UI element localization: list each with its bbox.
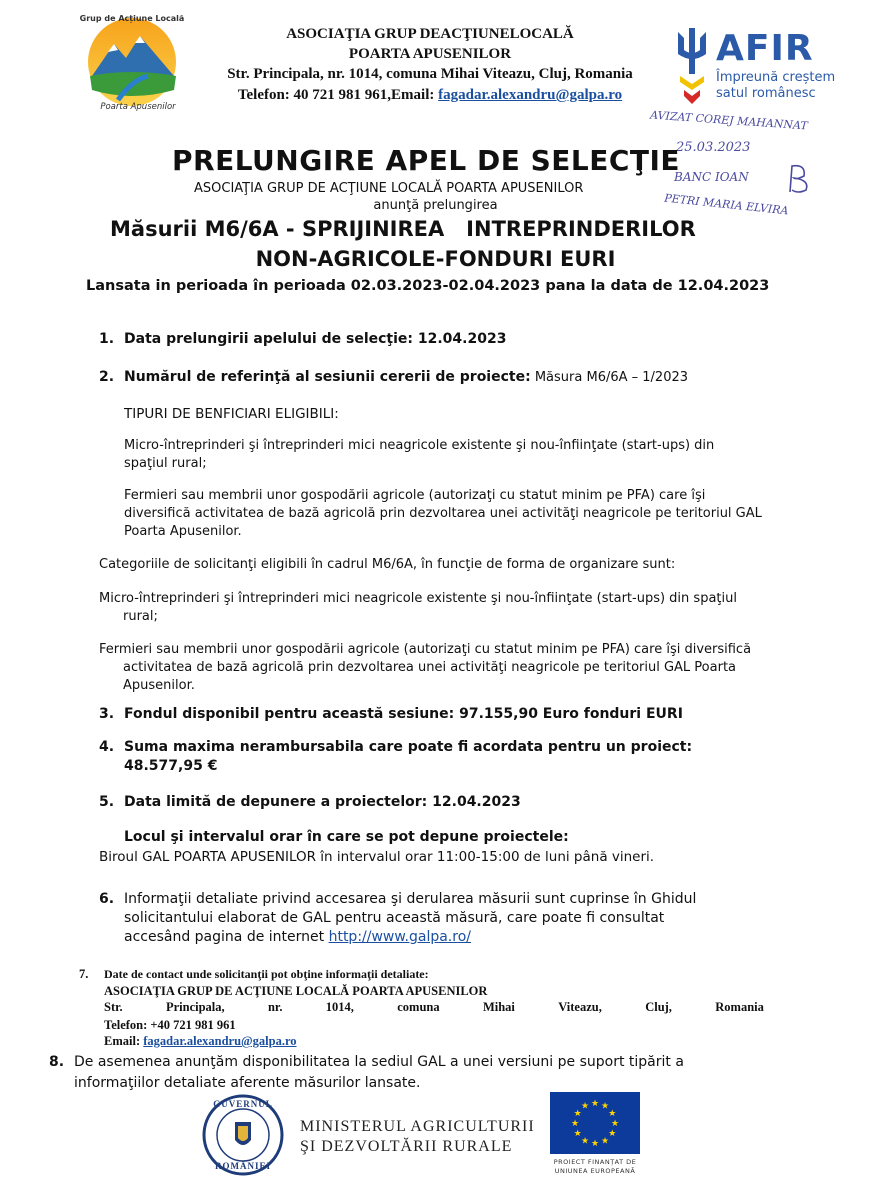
handwriting-line4: PETRI MARIA ELVIRA: [663, 191, 790, 218]
item-5-number: 5.: [99, 794, 115, 810]
handwriting-line1: AVIZAT COREJ MAHANNAT: [649, 108, 809, 133]
item-6-line2: solicitantului elaborat de GAL pentru această măsură, care poate fi consultat: [124, 910, 665, 926]
item-2-label: Numărul de referinţă al sesiunii cererii de proiecte:: [124, 369, 531, 385]
item-7-phone: Telefon: +40 721 981 961: [104, 1018, 236, 1032]
item-7-email-prefix: Email:: [104, 1034, 144, 1048]
afir-emblem-icon: [672, 24, 712, 110]
item-1-number: 1.: [99, 331, 115, 347]
eu-stars-icon: [550, 1092, 640, 1154]
eu-star-icon: ★: [590, 1099, 600, 1109]
eu-star-icon: ★: [608, 1129, 617, 1139]
measure-title-1: Măsurii M6/6A - SPRIJINIREA INTREPRINDERILOR: [110, 217, 696, 241]
addr-word: comuna: [397, 1000, 440, 1014]
logo-text-top: Grup de Acțiune Locală: [79, 14, 185, 23]
eu-caption-2: UNIUNEA EUROPEANĂ: [554, 1167, 636, 1175]
type-2-text: Fermieri sau membrii unor gospodării agricole (autorizaţi cu statut minim pe PFA) care îşi diversifică activitatea de bază agricolă prin dezvoltarea unei activităţi neagricole pe teritoriul GAL Poarta Apusenilor.: [124, 488, 762, 539]
item-8-number: 8.: [49, 1054, 65, 1070]
item-7-org: ASOCIAŢIA GRUP DE ACŢIUNE LOCALĂ POARTA APUSENILOR: [104, 984, 488, 998]
eu-star-icon: ★: [590, 1139, 600, 1149]
item-4-amount: 48.577,95 €: [124, 758, 218, 774]
ministry-line1: MINISTERUL AGRICULTURII: [300, 1118, 535, 1135]
galpa-website-link[interactable]: http://www.galpa.ro/: [328, 929, 471, 945]
types-heading: TIPURI DE BENFICIARI ELIGIBILI:: [124, 406, 339, 422]
afir-tagline-1: Împreună creștem: [716, 70, 836, 85]
item-7-email-link[interactable]: fagadar.alexandru@galpa.ro: [143, 1034, 297, 1048]
categories-intro: Categoriile de solicitanţi eligibili în cadrul M6/6A, în funcţie de forma de organizare sunt:: [99, 557, 676, 572]
item-5-text: Data limită de depunere a proiectelor: 12.04.2023: [124, 794, 521, 810]
handwriting-line2: 25.03.2023: [676, 140, 751, 155]
government-seal: [202, 1094, 284, 1176]
signature-icon: [784, 162, 814, 196]
item-7-number: 7.: [79, 967, 89, 981]
org-name-line2: POARTA APUSENILOR: [348, 46, 512, 62]
item-2-value: Măsura M6/6A – 1/2023: [530, 370, 689, 385]
eu-star-icon: ★: [580, 1101, 590, 1112]
eu-flag: [550, 1092, 640, 1154]
item-1-text: Data prelungirii apelului de selecţie: 12.04.2023: [124, 331, 507, 347]
addr-word: nr.: [267, 1000, 283, 1014]
addr-word: 1014,: [325, 1000, 354, 1014]
logo-text-bottom: Poarta Apusenilor: [100, 102, 176, 112]
handwriting-line3: BANC IOAN: [674, 170, 749, 184]
item-8-line1: De asemenea anunţăm disponibilitatea la sediul GAL a unei versiuni pe suport tipărit a: [74, 1054, 684, 1070]
org-address: Str. Principala, nr. 1014, comuna Mihai Viteazu, Cluj, Romania: [227, 66, 633, 82]
type-1-text: Micro-întreprinderi şi întreprinderi mici neagricole existente şi nou-înfiinţate (start-ups) din spaţiul rural;: [124, 438, 715, 471]
eu-star-icon: ★: [573, 1109, 582, 1119]
title-org: ASOCIAŢIA GRUP DE ACŢIUNE LOCALĂ POARTA APUSENILOR: [194, 181, 584, 196]
eu-star-icon: ★: [580, 1136, 590, 1147]
item-6-line3: [124, 929, 471, 945]
page-title: PRELUNGIRE APEL DE SELECŢIE: [172, 144, 681, 177]
item-6-line1: Informaţii detaliate privind accesarea şi derularea măsurii sunt cuprinse în Ghidul: [124, 891, 697, 907]
eu-star-icon: ★: [608, 1109, 617, 1119]
item-7-email: [104, 1034, 297, 1049]
item-2-number: 2.: [99, 369, 115, 385]
category-1-line2: rural;: [123, 609, 158, 624]
org-email-link[interactable]: fagadar.alexandru@galpa.ro: [438, 87, 623, 103]
eu-star-icon: ★: [573, 1129, 582, 1139]
item-4-number: 4.: [99, 739, 115, 755]
category-2-line1: Fermieri sau membrii unor gospodării agricole (autorizaţi cu statut minim pe PFA) care îşi diversifică: [99, 642, 752, 657]
item-8-line2: informaţiilor detaliate aferente măsurilor lansate.: [74, 1075, 421, 1091]
addr-word: Principala,: [165, 1000, 225, 1014]
item-3-text: Fondul disponibil pentru această sesiune: 97.155,90 Euro fonduri EURI: [124, 706, 683, 722]
afir-name: AFIR: [716, 28, 814, 69]
item-4-line1: Suma maxima nerambursabila care poate fi acordata pentru un proiect:: [124, 739, 693, 755]
afir-tagline-2: satul românesc: [716, 86, 816, 101]
measure-title-2: NON-AGRICOLE-FONDURI EURI: [255, 247, 616, 271]
category-2-line3: Apusenilor.: [123, 678, 195, 693]
org-phone: Telefon: 40 721 981 961,Email:: [237, 87, 439, 103]
title-announces: anunţă prelungirea: [373, 198, 498, 213]
addr-word: Str.: [104, 1000, 123, 1014]
seal-bottom-text: ROMÂNIEI: [214, 1161, 271, 1171]
eu-star-icon: ★: [600, 1101, 610, 1112]
place-heading: Locul şi intervalul orar în care se pot depune proiectele:: [124, 829, 569, 845]
eu-star-icon: ★: [600, 1136, 610, 1147]
item-7-heading: Date de contact unde solicitanţii pot obţine informaţii detaliate:: [104, 967, 429, 981]
item-3-number: 3.: [99, 706, 115, 722]
addr-word: Viteazu,: [558, 1000, 602, 1014]
addr-word: Cluj,: [645, 1000, 672, 1014]
ministry-line2: ŞI DEZVOLTĂRII RURALE: [300, 1138, 513, 1155]
place-text: Biroul GAL POARTA APUSENILOR în intervalul orar 11:00-15:00 de luni până vineri.: [99, 849, 655, 865]
afir-logo: [672, 24, 842, 114]
launch-period: Lansata in perioada în perioada 02.03.2023-02.04.2023 pana la data de 12.04.2023: [86, 278, 770, 294]
seal-top-text: GUVERNUL: [213, 1099, 273, 1109]
addr-word: Romania: [715, 1000, 764, 1014]
item-2-text: [124, 369, 688, 385]
org-contact: [150, 87, 710, 104]
item-6-number: 6.: [99, 891, 115, 907]
org-name-line1: ASOCIAŢIA GRUP DEACŢIUNELOCALĂ: [286, 26, 574, 42]
eu-star-icon: ★: [570, 1119, 580, 1129]
item-6-line3-text: accesând pagina de internet: [124, 929, 329, 945]
category-1-line1: Micro-întreprinderi şi întreprinderi mici neagricole existente şi nou-înfiinţate (start-ups) din spaţiul: [99, 591, 737, 606]
item-7-address: [104, 1000, 764, 1015]
addr-word: Mihai: [482, 1000, 515, 1014]
category-2-line2: activitatea de bază agricolă prin dezvoltarea unei activităţi neagricole pe teritoriul GAL Poarta: [123, 660, 737, 675]
eu-caption-1: PROIECT FINANȚAT DE: [553, 1158, 637, 1166]
eu-star-icon: ★: [610, 1119, 620, 1129]
